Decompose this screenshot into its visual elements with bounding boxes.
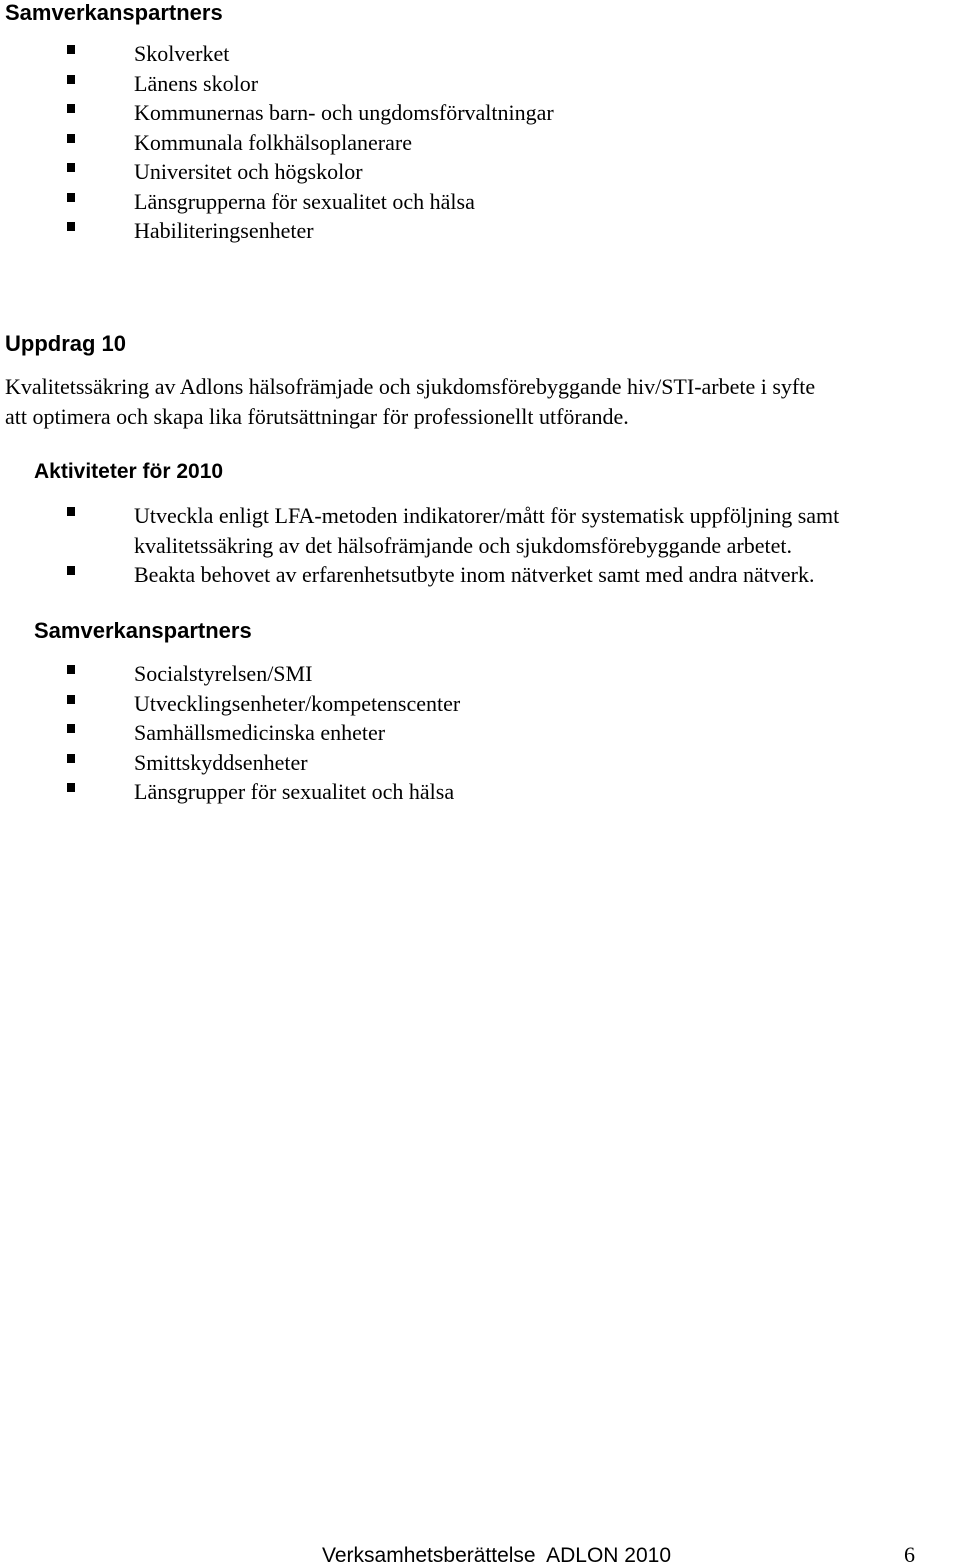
- list-item: Universitet och högskolor: [67, 157, 554, 187]
- section-heading-aktiviteter: Aktiviteter för 2010: [34, 460, 224, 483]
- square-bullet-icon: [67, 748, 81, 778]
- uppdrag-description: [5, 372, 815, 431]
- list-item: Skolverket: [67, 39, 554, 69]
- square-bullet-icon: [67, 39, 81, 69]
- list-item: Länens skolor: [67, 69, 554, 99]
- square-bullet-icon: [67, 560, 81, 590]
- square-bullet-icon: [67, 128, 81, 158]
- list-item: Beakta behovet av erfarenhetsutbyte inom nätverket samt med andra nätverk.: [67, 560, 839, 590]
- description-line-2: att optimera och skapa lika förutsättningar för professionellt utförande.: [5, 403, 629, 429]
- list-item: Socialstyrelsen/SMI: [67, 659, 460, 689]
- section-heading-samverkanspartners-2: Samverkanspartners: [34, 618, 252, 643]
- list-item: Utvecklingsenheter/kompetenscenter: [67, 689, 460, 719]
- square-bullet-icon: [67, 69, 81, 99]
- list-item: Länsgrupperna för sexualitet och hälsa: [67, 187, 554, 217]
- square-bullet-icon: [67, 718, 81, 748]
- list-item: Smittskyddsenheter: [67, 748, 460, 778]
- page-number: 6: [904, 1542, 915, 1567]
- square-bullet-icon: [67, 187, 81, 217]
- list-item: Kommunala folkhälsoplanerare: [67, 128, 554, 158]
- partners-list-1: [67, 39, 554, 246]
- activities-list: [67, 501, 839, 590]
- footer-title: Verksamhetsberättelse ADLON 2010: [322, 1544, 672, 1567]
- section-heading-uppdrag-10: Uppdrag 10: [5, 331, 127, 356]
- square-bullet-icon: [67, 689, 81, 719]
- section-heading-samverkanspartners-1: Samverkanspartners: [5, 0, 223, 25]
- square-bullet-icon: [67, 216, 81, 246]
- partners-list-2: [67, 659, 460, 807]
- list-item: Länsgrupper för sexualitet och hälsa: [67, 777, 460, 807]
- list-item: Habiliteringsenheter: [67, 216, 554, 246]
- description-line-1: Kvalitetssäkring av Adlons hälsofrämjade och sjukdomsförebyggande hiv/STI-arbete i syfte: [5, 374, 816, 399]
- square-bullet-icon: [67, 157, 81, 187]
- square-bullet-icon: [67, 659, 81, 689]
- square-bullet-icon: [67, 777, 81, 807]
- list-item: Samhällsmedicinska enheter: [67, 718, 460, 748]
- square-bullet-icon: [67, 501, 81, 531]
- square-bullet-icon: [67, 98, 81, 128]
- list-item: Utveckla enligt LFA-metoden indikatorer/mått för systematisk uppföljning samt kvalitetssäkring av det hälsofrämjande och sjukdomsförebyggande arbetet.: [67, 501, 839, 560]
- list-item: Kommunernas barn- och ungdomsförvaltningar: [67, 98, 554, 128]
